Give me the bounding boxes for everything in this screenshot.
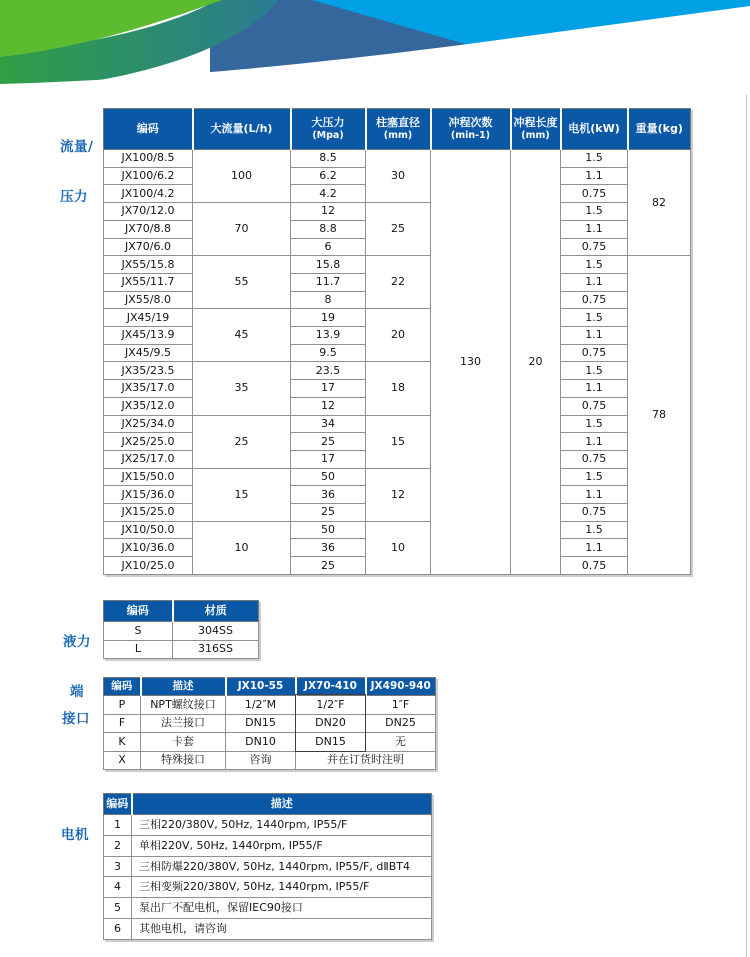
plunger-diameter-cell: 20	[366, 309, 431, 362]
code-cell: JX70/6.0	[104, 238, 193, 256]
motor-kw-cell: 0.75	[561, 450, 628, 468]
interface-column-header: 编码	[104, 678, 141, 696]
flow-table-row	[104, 203, 691, 221]
code-cell: JX70/12.0	[104, 203, 193, 221]
motor-kw-cell: 1.1	[561, 486, 628, 504]
page-edge-line	[746, 95, 747, 957]
code-cell: JX10/50.0	[104, 521, 193, 539]
motor-description-cell: 其他电机，请咨询	[132, 919, 432, 940]
motor-kw-cell: 1.5	[561, 309, 628, 327]
motor-column-header: 描述	[132, 794, 432, 815]
max-flow-cell: 70	[193, 203, 291, 256]
max-flow-cell: 25	[193, 415, 291, 468]
code-cell: JX10/36.0	[104, 539, 193, 557]
weight-cell: 78	[628, 256, 691, 575]
motor-description-cell: 三相变频220/380V, 50Hz, 1440rpm, IP55/F	[132, 877, 432, 898]
flow-column-header: 大流量(L/h)	[193, 109, 291, 150]
code-cell: JX25/17.0	[104, 450, 193, 468]
code-cell: JX100/4.2	[104, 185, 193, 203]
max-pressure-cell: 25	[291, 504, 366, 522]
interface-table-row	[104, 751, 436, 770]
plunger-diameter-cell: 25	[366, 203, 431, 256]
weight-cell: 82	[628, 150, 691, 256]
code-cell: JX15/25.0	[104, 504, 193, 522]
stroke-count-cell: 130	[431, 150, 511, 575]
interface-cell: 咨询	[226, 751, 296, 770]
plunger-diameter-cell: 18	[366, 362, 431, 415]
motor-code-cell: 6	[104, 919, 132, 940]
code-cell: JX10/25.0	[104, 557, 193, 575]
flow-table-row	[104, 150, 691, 168]
motor-kw-cell: 1.5	[561, 256, 628, 274]
motor-description-cell: 泵出厂不配电机，保留IEC90接口	[132, 898, 432, 919]
motor-kw-cell: 0.75	[561, 397, 628, 415]
hydraulic-end-table	[103, 600, 259, 659]
max-pressure-cell: 17	[291, 380, 366, 398]
code-cell: JX45/19	[104, 309, 193, 327]
section-label-line: 端	[70, 683, 84, 700]
max-pressure-cell: 15.8	[291, 256, 366, 274]
motor-code-cell: 4	[104, 877, 132, 898]
interface-cell: 1″F	[366, 696, 436, 715]
plunger-diameter-cell: 15	[366, 415, 431, 468]
max-pressure-cell: 50	[291, 521, 366, 539]
max-pressure-cell: 19	[291, 309, 366, 327]
motor-kw-cell: 1.5	[561, 203, 628, 221]
max-flow-cell: 10	[193, 521, 291, 574]
flow-column-header: 冲程长度 (mm)	[511, 109, 561, 150]
code-cell: JX35/12.0	[104, 397, 193, 415]
interface-cell: 并在订货时注明	[296, 751, 436, 770]
motor-table-row	[104, 835, 432, 856]
max-pressure-cell: 8.5	[291, 150, 366, 168]
hydraulic-table-row	[104, 640, 259, 659]
code-cell: JX100/8.5	[104, 150, 193, 168]
interface-cell: DN20	[296, 714, 366, 733]
flow-table-row	[104, 256, 691, 274]
flow-column-header: 大压力 (Mpa)	[291, 109, 366, 150]
flow-column-header: 电机(kW)	[561, 109, 628, 150]
motor-kw-cell: 1.5	[561, 362, 628, 380]
motor-kw-cell: 1.5	[561, 415, 628, 433]
motor-description-cell: 三相防爆220/380V, 50Hz, 1440rpm, IP55/F, dⅡBT4	[132, 856, 432, 877]
motor-kw-cell: 1.5	[561, 521, 628, 539]
max-pressure-cell: 11.7	[291, 273, 366, 291]
max-pressure-cell: 8.8	[291, 220, 366, 238]
max-pressure-cell: 8	[291, 291, 366, 309]
flow-column-header: 冲程次数 (min-1)	[431, 109, 511, 150]
max-pressure-cell: 36	[291, 539, 366, 557]
motor-kw-cell: 1.1	[561, 273, 628, 291]
interface-cell: DN25	[366, 714, 436, 733]
motor-kw-cell: 1.1	[561, 167, 628, 185]
max-flow-cell: 45	[193, 309, 291, 362]
motor-table-row	[104, 856, 432, 877]
max-flow-cell: 15	[193, 468, 291, 521]
hydraulic-table-header-row	[104, 601, 259, 622]
motor-kw-cell: 1.1	[561, 539, 628, 557]
code-cell: JX55/15.8	[104, 256, 193, 274]
section-label-line: 流量/	[60, 139, 94, 155]
section-label-line: 液力	[63, 634, 91, 650]
motor-code-cell: 5	[104, 898, 132, 919]
code-cell: JX15/36.0	[104, 486, 193, 504]
section-label-motor	[61, 794, 89, 860]
code-cell: JX55/11.7	[104, 273, 193, 291]
max-pressure-cell: 6.2	[291, 167, 366, 185]
section-label-interface	[62, 678, 90, 744]
flow-table-row	[104, 468, 691, 486]
motor-kw-cell: 1.1	[561, 433, 628, 451]
motor-kw-cell: 0.75	[561, 557, 628, 575]
max-flow-cell: 35	[193, 362, 291, 415]
interface-column-header: 描述	[141, 678, 226, 696]
code-cell: JX35/17.0	[104, 380, 193, 398]
motor-table-row	[104, 815, 432, 836]
code-cell: JX100/6.2	[104, 167, 193, 185]
material-code-cell: L	[104, 640, 173, 659]
plunger-diameter-cell: 12	[366, 468, 431, 521]
motor-table-row	[104, 919, 432, 940]
motor-kw-cell: 0.75	[561, 291, 628, 309]
motor-kw-cell: 0.75	[561, 504, 628, 522]
motor-column-header: 编码	[104, 794, 132, 815]
code-cell: JX45/13.9	[104, 327, 193, 345]
motor-kw-cell: 1.5	[561, 150, 628, 168]
max-pressure-cell: 17	[291, 450, 366, 468]
flow-column-header: 柱塞直径 (mm)	[366, 109, 431, 150]
max-flow-cell: 100	[193, 150, 291, 203]
motor-table-header-row	[104, 794, 432, 815]
flow-column-header: 重量(kg)	[628, 109, 691, 150]
flow-table-row	[104, 415, 691, 433]
flow-table-row	[104, 362, 691, 380]
motor-code-cell: 1	[104, 815, 132, 836]
interface-cell: 卡套	[141, 733, 226, 752]
interface-cell: F	[104, 714, 141, 733]
motor-kw-cell: 1.1	[561, 380, 628, 398]
flow-pressure-table	[103, 108, 691, 575]
interface-table-row	[104, 714, 436, 733]
interface-column-header: JX10-55	[226, 678, 296, 696]
interface-cell: DN15	[296, 733, 366, 752]
motor-kw-cell: 1.5	[561, 468, 628, 486]
interface-cell: NPT螺纹接口	[141, 696, 226, 715]
flow-table-row	[104, 521, 691, 539]
interface-cell: DN10	[226, 733, 296, 752]
motor-kw-cell: 0.75	[561, 344, 628, 362]
max-pressure-cell: 23.5	[291, 362, 366, 380]
motor-kw-cell: 0.75	[561, 238, 628, 256]
motor-description-cell: 三相220/380V, 50Hz, 1440rpm, IP55/F	[132, 815, 432, 836]
material-cell: 304SS	[173, 622, 259, 641]
motor-kw-cell: 0.75	[561, 185, 628, 203]
max-flow-cell: 55	[193, 256, 291, 309]
motor-description-cell: 单相220V, 50Hz, 1440rpm, IP55/F	[132, 835, 432, 856]
interface-cell: K	[104, 733, 141, 752]
interface-table-row	[104, 733, 436, 752]
motor-table	[103, 793, 432, 940]
max-pressure-cell: 6	[291, 238, 366, 256]
code-cell: JX70/8.8	[104, 220, 193, 238]
code-cell: JX25/25.0	[104, 433, 193, 451]
interface-table	[103, 677, 436, 770]
plunger-diameter-cell: 30	[366, 150, 431, 203]
motor-kw-cell: 1.1	[561, 327, 628, 345]
max-pressure-cell: 34	[291, 415, 366, 433]
max-pressure-cell: 12	[291, 397, 366, 415]
motor-code-cell: 3	[104, 856, 132, 877]
flow-table-header-row	[104, 109, 691, 150]
hydraulic-column-header: 材质	[173, 601, 259, 622]
interface-table-row	[104, 696, 436, 715]
stroke-length-cell: 20	[511, 150, 561, 575]
max-pressure-cell: 36	[291, 486, 366, 504]
interface-cell: X	[104, 751, 141, 770]
max-pressure-cell: 9.5	[291, 344, 366, 362]
plunger-diameter-cell: 10	[366, 521, 431, 574]
interface-table-header-row	[104, 678, 436, 696]
max-pressure-cell: 50	[291, 468, 366, 486]
material-code-cell: S	[104, 622, 173, 641]
max-pressure-cell: 25	[291, 433, 366, 451]
section-label-line: 电机	[61, 827, 89, 843]
hydraulic-column-header: 编码	[104, 601, 173, 622]
max-pressure-cell: 25	[291, 557, 366, 575]
interface-cell: 特殊接口	[141, 751, 226, 770]
interface-cell: P	[104, 696, 141, 715]
plunger-diameter-cell: 22	[366, 256, 431, 309]
section-label-flow-pressure	[60, 106, 93, 222]
material-cell: 316SS	[173, 640, 259, 659]
interface-cell: 无	[366, 733, 436, 752]
code-cell: JX25/34.0	[104, 415, 193, 433]
interface-cell: 1/2″M	[226, 696, 296, 715]
motor-kw-cell: 1.1	[561, 220, 628, 238]
motor-table-row	[104, 877, 432, 898]
section-label-line: 压力	[60, 188, 88, 205]
flow-column-header: 编码	[104, 109, 193, 150]
max-pressure-cell: 13.9	[291, 327, 366, 345]
interface-column-header: JX490-940	[366, 678, 436, 696]
code-cell: JX15/50.0	[104, 468, 193, 486]
code-cell: JX45/9.5	[104, 344, 193, 362]
code-cell: JX35/23.5	[104, 362, 193, 380]
max-pressure-cell: 4.2	[291, 185, 366, 203]
code-cell: JX55/8.0	[104, 291, 193, 309]
section-label-line: 接口	[62, 711, 90, 727]
max-pressure-cell: 12	[291, 203, 366, 221]
banner-decoration	[0, 0, 750, 95]
flow-table-row	[104, 309, 691, 327]
motor-code-cell: 2	[104, 835, 132, 856]
hydraulic-table-row	[104, 622, 259, 641]
interface-cell: 法兰接口	[141, 714, 226, 733]
interface-cell: 1/2″F	[296, 696, 366, 715]
interface-column-header: JX70-410	[296, 678, 366, 696]
interface-cell: DN15	[226, 714, 296, 733]
motor-table-row	[104, 898, 432, 919]
